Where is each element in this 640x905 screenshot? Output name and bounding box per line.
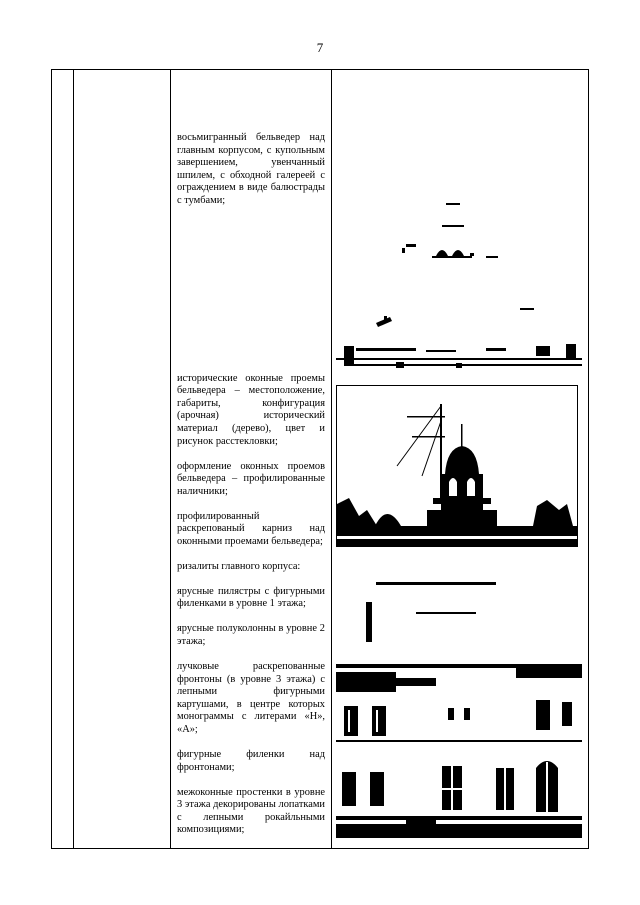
list-item: оформление оконных проемов бельведера – профилированные наличники; bbox=[177, 460, 325, 497]
list-item: ризалиты главного корпуса: bbox=[177, 560, 301, 572]
list-item: лучковые раскрепованные фронтоны (в уровне 3 этажа) с лепными фигурными картушами, в центре которых монограммы с литерами «Н», «А»; bbox=[177, 661, 325, 735]
list-item: восьмигранный бельведер над главным корпусом, с купольным завершением, увенчанный шпилем, с обходной галереей с ограждением в виде балюстрады с тумбами; bbox=[177, 132, 325, 206]
list-item: ярусные пилястры с фигурными филенками в уровне 1 этажа; bbox=[177, 585, 325, 610]
list-item: профилированный раскрепованый карниз над оконными проемами бельведера; bbox=[177, 510, 325, 547]
document-table bbox=[51, 69, 589, 849]
table-row bbox=[52, 70, 589, 849]
row-number-cell bbox=[52, 70, 74, 849]
page-number: 7 bbox=[316, 40, 324, 55]
belvedere-dome-photo bbox=[336, 198, 582, 370]
photos-cell bbox=[332, 70, 589, 849]
facade-photo bbox=[336, 572, 582, 838]
list-item: исторические оконные проемы бельведера – местоположение, габариты, конфигурация (арочная) исторический материал (дерево), цвет и рисунок расстекловки; bbox=[177, 372, 325, 447]
object-name-cell bbox=[74, 70, 171, 849]
description-text bbox=[171, 70, 331, 837]
description-cell bbox=[171, 70, 332, 849]
list-item: фигурные филенки над фронтонами; bbox=[177, 748, 325, 773]
list-item: ярусные полуколонны в уровне 2 этажа; bbox=[177, 623, 325, 648]
list-item: межоконные простенки в уровне 3 этажа декорированы лопатками с лепными рокайльными композициями; bbox=[177, 786, 325, 836]
belvedere-photo bbox=[336, 385, 578, 547]
